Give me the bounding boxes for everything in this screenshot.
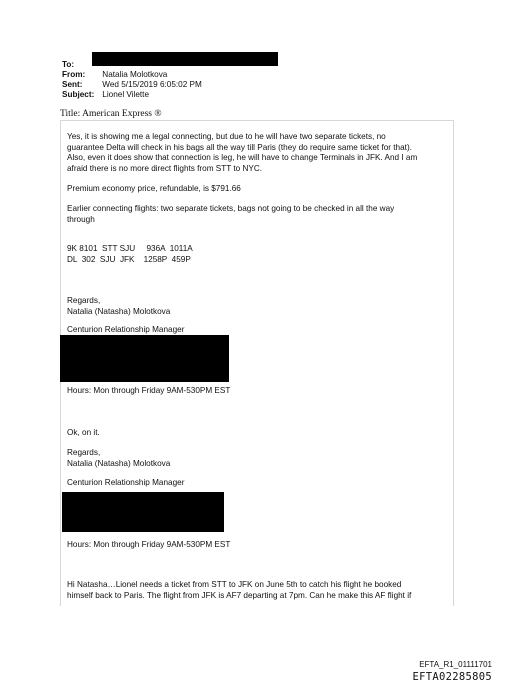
signature2-hours: Hours: Mon through Friday 9AM-530PM EST <box>67 540 231 549</box>
redacted-to <box>92 52 278 66</box>
flight-row-2: DL 302 SJU JFK 1258P 459P <box>67 254 191 264</box>
flight-row-1: 9K 8101 STT SJU 936A 1011A <box>67 244 193 253</box>
signature1-hours: Hours: Mon through Friday 9AM-530PM EST <box>67 386 231 395</box>
message2-body: Ok, on it. <box>67 428 100 437</box>
redacted-signature2 <box>62 492 224 532</box>
earlier-line-2: through <box>67 214 95 224</box>
footer-id: EFTA02285805 <box>412 671 492 683</box>
document-title: Title: American Express ® <box>60 109 162 119</box>
earlier-line-1: Earlier connecting flights: two separate tickets, bags not going to be checked in all the way <box>67 204 395 213</box>
sent-row <box>62 80 202 90</box>
signature1-role: Centurion Relationship Manager <box>67 325 185 334</box>
sent-value: Wed 5/15/2019 6:05:02 PM <box>102 80 202 89</box>
message1-line-2: guarantee Delta will check in his bags all the way till Paris (they do require same ticket for that). <box>67 142 412 152</box>
redacted-signature1 <box>60 335 229 382</box>
signature1-name: Natalia (Natasha) Molotkova <box>67 306 171 316</box>
message1-line-3: Also, even it does show that connection is leg, he will have to change Terminals in JFK. And I am <box>67 153 418 163</box>
sent-label: Sent: <box>62 80 83 89</box>
footer-ref: EFTA_R1_01111701 <box>419 660 492 669</box>
subject-value: Lionel Vilette <box>102 90 150 99</box>
from-label: From: <box>62 70 86 79</box>
message3-line-1: Hi Natasha…Lionel needs a ticket from STT to JFK on June 5th to catch his flight he booked <box>67 580 402 589</box>
subject-row <box>62 90 149 100</box>
message1-line-4: afraid there is no more direct flights from STT to NYC. <box>67 163 263 173</box>
signature2-regards: Regards, <box>67 448 101 457</box>
price-line: Premium economy price, refundable, is $791.66 <box>67 184 241 193</box>
signature1-regards: Regards, <box>67 296 101 305</box>
signature2-role: Centurion Relationship Manager <box>67 478 185 487</box>
message1-line-1: Yes, it is showing me a legal connecting, but due to he will have two separate tickets, no <box>67 132 386 141</box>
message3-line-2: himself back to Paris. The flight from JFK is AF7 departing at 7pm. Can he make this AF flight if <box>67 590 412 600</box>
signature2-name: Natalia (Natasha) Molotkova <box>67 458 171 468</box>
from-row <box>62 70 167 80</box>
subject-label: Subject: <box>62 90 95 99</box>
from-value: Natalia Molotkova <box>102 70 168 79</box>
to-label: To: <box>62 60 75 69</box>
